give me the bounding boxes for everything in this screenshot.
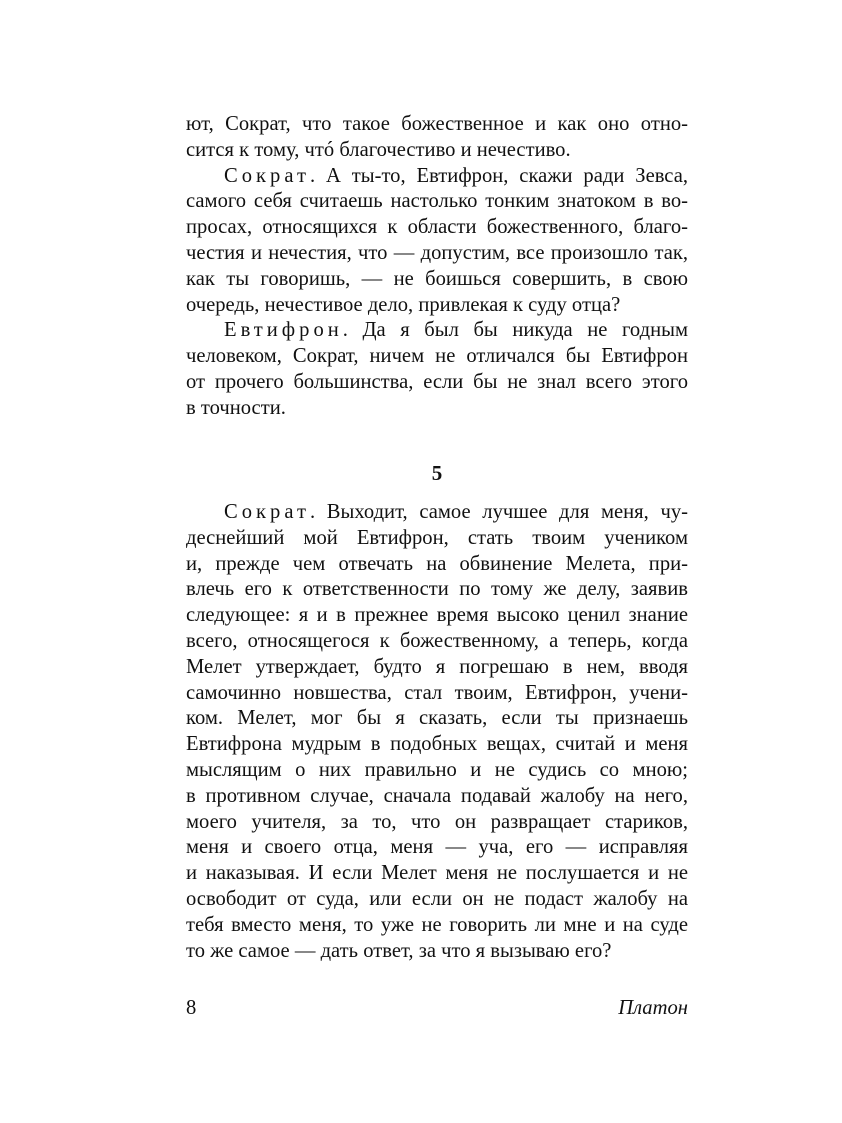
text-line: освободит от суда, или если он не подаст жалобу на (186, 887, 688, 910)
text-line: от прочего большинства, если бы не знал всего этого (186, 370, 688, 393)
text-line: человеком, Сократ, ничем не отличался бы Евтифрон (186, 345, 688, 368)
speaker-name: Евтифрон (224, 319, 343, 342)
text-line: как ты говоришь, — не боишься совершить, в свою (186, 267, 688, 290)
text-fragment: . А ты-то, Евтифрон, скажи ради Зевса, (309, 164, 688, 187)
speaker-line (186, 318, 688, 344)
text-line: деснейший мой Евтифрон, стать твоим учеником (186, 526, 688, 549)
text-line: то же самое — дать ответ, за что я вызываю его? (186, 939, 612, 962)
speaker-name: Сократ (224, 501, 310, 523)
text-line: мыслящим о них правильно и не судись со мною; (186, 758, 688, 781)
text-fragment: . Выходит, самое лучшее для меня, чу- (309, 501, 688, 523)
section-heading: 5 (431, 461, 443, 485)
text-line: очередь, нечестивое дело, привлекая к суду отца? (186, 293, 621, 316)
section-body (186, 500, 688, 964)
text-line: сится к тому, чтó благочестиво и нечестиво. (186, 138, 571, 161)
text-line: моего учителя, за то, что он развращает стариков, (186, 810, 688, 833)
running-title: Платон (618, 997, 688, 1019)
page-body (186, 112, 688, 422)
page-number: 8 (186, 997, 197, 1019)
text-line: меня и своего отца, меня — уча, его — исправляя (186, 836, 688, 859)
text-line: в противном случае, сначала подавай жалобу на него, (186, 784, 688, 807)
text-line: влечь его к ответственности по тому же делу, заявив (186, 578, 688, 601)
speaker-line (186, 500, 688, 526)
page-footer (186, 995, 688, 1021)
text-line: и наказывая. И если Мелет меня не послушается и не (186, 862, 688, 885)
text-line: самого себя считаешь настолько тонким знатоком в во- (186, 190, 688, 213)
text-line: просах, относящихся к области божественного, благо- (186, 216, 688, 239)
text-line: тебя вместо меня, то уже не говорить ли мне и на суде (186, 913, 688, 936)
text-line: ком. Мелет, мог бы я сказать, если ты признаешь (186, 707, 688, 730)
text-line: всего, относящегося к божественному, а теперь, когда (186, 629, 688, 652)
text-line: в точности. (186, 396, 286, 419)
text-line: и, прежде чем отвечать на обвинение Мелета, при- (186, 552, 688, 575)
speaker-name: Сократ (224, 164, 310, 187)
text-line: Евтифрона мудрым в подобных вещах, считай и меня (186, 733, 688, 756)
text-line: самочинно новшества, стал твоим, Евтифрон, учени- (186, 681, 688, 704)
text-line: Мелет утверждает, будто я погрешаю в нем, вводя (186, 655, 688, 678)
text-line: ют, Сократ, что такое божественное и как оно отно- (186, 113, 688, 135)
text-fragment: . Да я был бы никуда не годным (342, 319, 688, 342)
speaker-line (186, 164, 688, 190)
text-line: следующее: я и в прежнее время высоко ценил знание (186, 604, 688, 627)
text-line: честия и нечестия, что — допустим, все произошло так, (186, 241, 688, 264)
